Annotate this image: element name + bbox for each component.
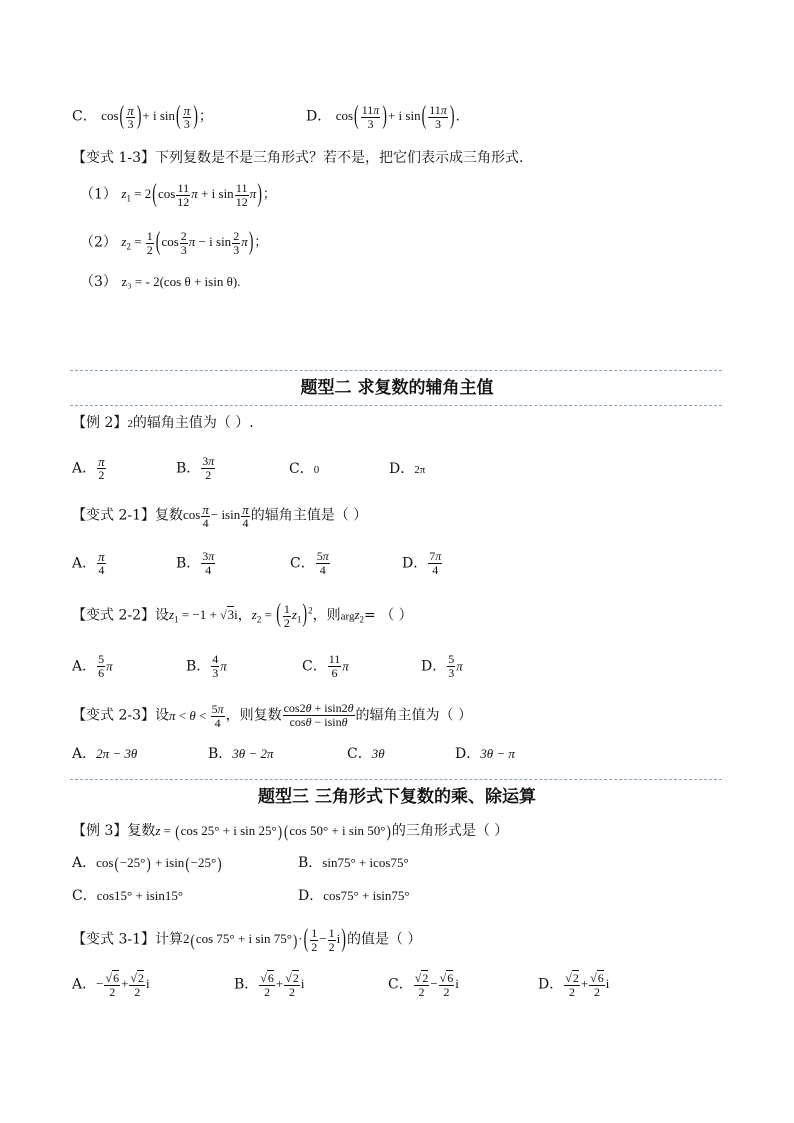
v21-option-d: D． $\frac{7\pi}{4}$ xyxy=(402,549,442,577)
v13-item3-label: （3） xyxy=(80,274,117,290)
ex2-number: 2 xyxy=(127,418,133,430)
v22-question: 【变式 2-2】设$z_1 = -1 + √3i$，$z_2$ = ( $\frac{1}{2}$ $z_1)^2$，则argz$_2$= （ ） xyxy=(72,601,413,630)
v31-option-c: C． $\frac{√2}{2}$ − $\frac{√6}{2}$ i xyxy=(388,971,459,999)
v21-option-a: A． $\frac{\pi}{4}$ xyxy=(72,549,105,577)
v21-pre: 复数 xyxy=(155,507,183,524)
ex2-question xyxy=(72,413,254,434)
section2-bottom-divider xyxy=(70,405,722,406)
section3-top-divider xyxy=(70,779,722,780)
ex3-option-d: D．cos75° + isin75° xyxy=(298,888,410,904)
ex2-option-d: D．2π xyxy=(389,460,426,477)
option-c-tail: ； xyxy=(198,108,213,125)
v23-fraction: $\frac{\cos 2\theta + isin2\theta}{\cos\theta - isin\theta}$ xyxy=(283,701,354,729)
ex3-option-c: C．cos15° + isin15° xyxy=(72,888,184,904)
v13-question xyxy=(72,148,523,168)
v23-range: π < θ < $\frac{5\pi}{4}$ xyxy=(169,702,224,731)
q1-option-d xyxy=(306,104,460,131)
v23-option-a: A．2π − 3θ xyxy=(72,746,138,762)
option-c-expr: cos( $\frac{\pi}{3}$ )+ i sin( $\frac{\pi}{3}$ ) xyxy=(101,102,198,131)
option-d-label: D． xyxy=(306,108,332,125)
ex3-options-row1 xyxy=(72,853,409,874)
v22-option-c: C． $\frac{11}{6}$ π xyxy=(302,652,349,680)
v13-item1-label: （1） xyxy=(80,186,117,203)
v22-eq: = （ ） xyxy=(364,607,413,624)
v23-option-d: D．3θ − π xyxy=(455,746,515,762)
v13-tag: 【变式 1-3】 xyxy=(72,150,155,166)
v31-option-d: D． $\frac{√2}{2}$ + $\frac{√6}{2}$ i xyxy=(538,971,610,999)
ex3-pre: 复数 xyxy=(127,823,156,839)
v22-then: ，则 xyxy=(312,607,341,624)
ex3-expr: z = (cos 25° + i sin 25°) (cos 50° + i sin 50°) xyxy=(155,821,391,842)
v21-expr: cos $\frac{\pi}{4}$ − isin $\frac{\pi}{4}$ xyxy=(183,502,249,530)
section3-title: 题型三 三角形式下复数的乘、除运算 xyxy=(258,787,536,807)
v13-item1-expr: $z_1 = 2(\cos$ $\frac{11}{12}$ π + i sin $\frac{11}{12}$ π)； xyxy=(121,180,276,209)
v21-option-b: B． $\frac{3\pi}{4}$ xyxy=(176,549,215,577)
v23-mid: ，则复数 xyxy=(225,707,282,724)
option-c-label: C． xyxy=(72,108,97,125)
v13-item-3 xyxy=(80,272,240,292)
v23-option-c: C．3θ xyxy=(347,746,385,762)
v22-pre: 设 xyxy=(155,607,169,624)
v13-item3-expr: z₃ = - 2(cos θ + isin θ). xyxy=(121,274,241,289)
v23-options xyxy=(72,744,515,764)
v13-text: 下列复数是不是三角形式？若不是，把它们表示成三角形式. xyxy=(155,150,524,166)
ex2-option-b: B． $\frac{3\pi}{2}$ xyxy=(176,454,215,482)
v23-question xyxy=(72,702,472,730)
v22-option-b: B． $\frac{4}{3}$ π xyxy=(186,652,227,680)
v22-arg: arg xyxy=(340,610,355,623)
ex2-tag: 【例 2】 xyxy=(72,415,128,431)
v23-pre: 设 xyxy=(155,707,169,724)
v31-post: 的值是（ ） xyxy=(346,931,422,948)
ex2-text: 的辐角主值为（ ）. xyxy=(132,415,254,431)
ex3-question xyxy=(72,821,508,842)
v21-option-c: C． $\frac{5\pi}{4}$ xyxy=(290,549,329,577)
v23-tag: 【变式 2-3】 xyxy=(72,707,155,724)
ex3-options-row2 xyxy=(72,886,410,906)
option-d-expr: cos( $\frac{11\pi}{3}$ )+ i sin( $\frac{11\pi}{3}$ ) xyxy=(335,102,455,131)
v22-comma: ， xyxy=(237,607,252,624)
v21-post: 的辐角主值是（ ） xyxy=(250,507,368,524)
option-d-tail: . xyxy=(455,108,460,125)
v13-item2-label: （2） xyxy=(80,234,117,251)
v23-post: 的辐角主值为（ ） xyxy=(355,707,472,724)
ex2-option-c: C．0 xyxy=(289,460,320,477)
v22-tag: 【变式 2-2】 xyxy=(72,607,155,624)
v31-tag: 【变式 3-1】 xyxy=(72,931,155,948)
v22-options xyxy=(72,653,463,680)
v31-option-a: A．− $\frac{√6}{2}$ + $\frac{√2}{2}$ i xyxy=(72,971,150,999)
ex3-option-a: A．cos(−25°) + isin(−25°) xyxy=(72,853,222,874)
v13-item-2 xyxy=(80,230,267,257)
ex3-option-b: B．sin75° + icos75° xyxy=(298,855,409,871)
v21-question xyxy=(72,503,367,530)
v13-item-1 xyxy=(80,182,276,209)
v21-tag: 【变式 2-1】 xyxy=(72,507,155,524)
v31-expr: 2(cos 75° + i sin 75°)·( $\frac{1}{2}$ − $\frac{1}{2}$ i) xyxy=(183,925,346,954)
v31-pre: 计算 xyxy=(155,931,183,948)
ex2-options xyxy=(72,455,425,482)
v31-question xyxy=(72,927,421,954)
v22-z1: $z_1 = -1 + √3i$ xyxy=(169,607,238,625)
v13-item2-expr: $z_2$ = $\frac{1}{2}$ (cos $\frac{2}{3}$ π − i sin $\frac{2}{3}$ π)； xyxy=(121,228,268,257)
v22-z2: $z_2$ = ( $\frac{1}{2}$ $z_1)^2$ xyxy=(251,601,313,630)
v22-option-d: D． $\frac{5}{3}$ π xyxy=(421,652,463,680)
section2-title: 题型二 求复数的辅角主值 xyxy=(300,378,494,398)
q1-options-row xyxy=(72,104,213,131)
v21-options xyxy=(72,550,443,577)
section2-top-divider xyxy=(70,370,722,371)
ex3-tag: 【例 3】 xyxy=(72,823,128,839)
v31-option-b: B． $\frac{√6}{2}$ + $\frac{√2}{2}$ i xyxy=(234,971,305,999)
v22-option-a: A． $\frac{5}{6}$ π xyxy=(72,652,113,680)
ex2-option-a: A． $\frac{\pi}{2}$ xyxy=(72,454,105,482)
v31-options xyxy=(72,972,609,999)
ex3-post: 的三角形式是（ ） xyxy=(391,823,509,839)
v23-option-b: B．3θ − 2π xyxy=(208,746,274,762)
